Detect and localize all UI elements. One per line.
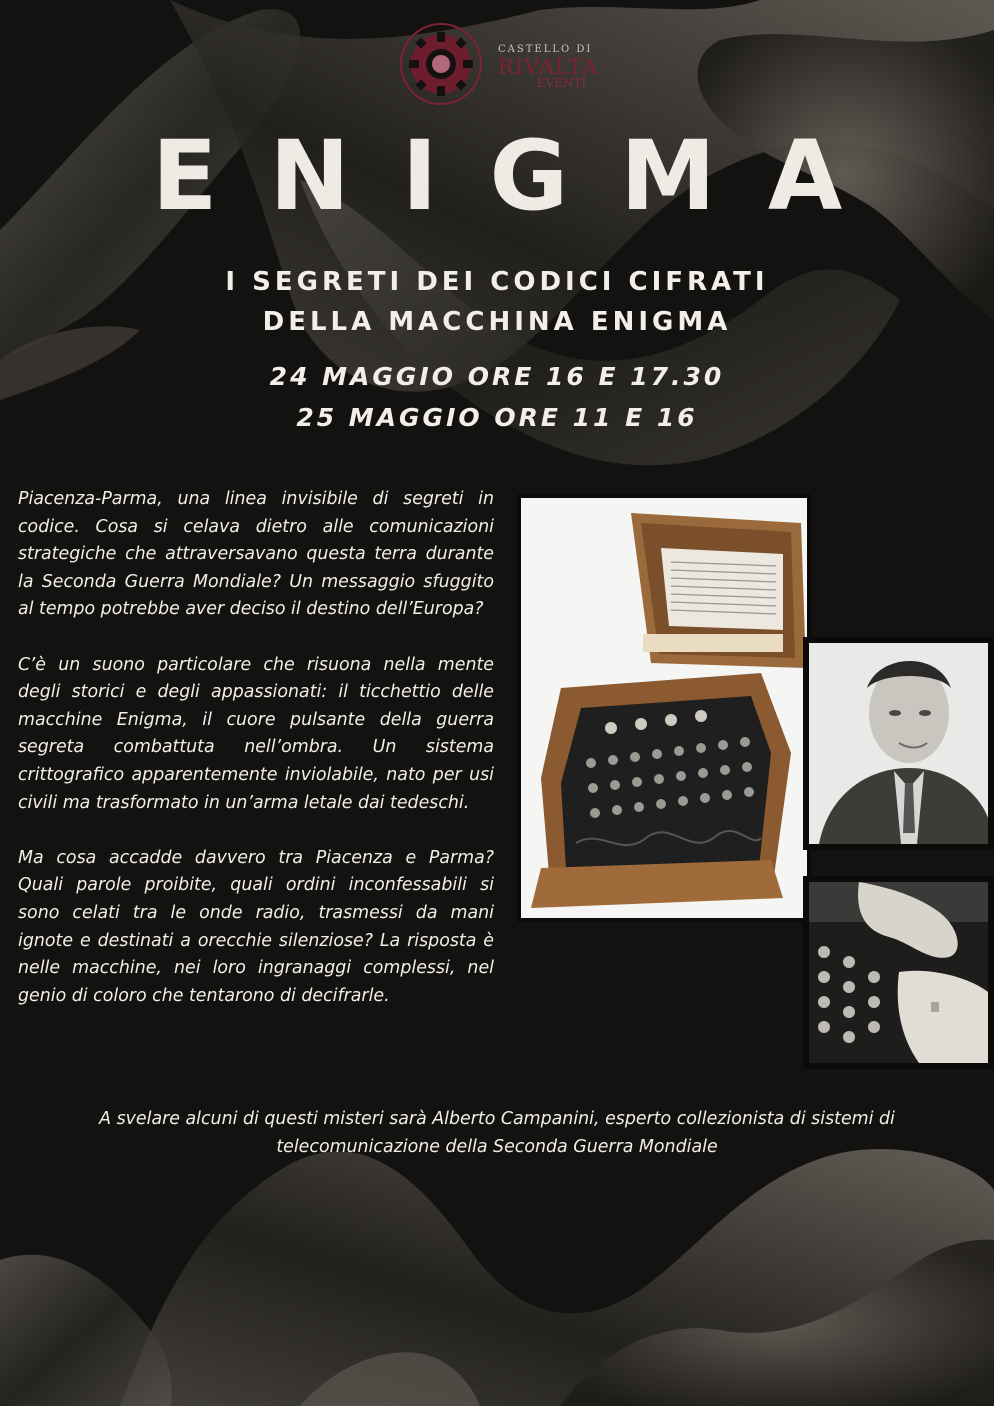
portrait-image <box>809 643 988 844</box>
logo-line-castello: CASTELLO DI <box>498 44 593 55</box>
subtitle <box>0 262 994 342</box>
logo-line-eventi: EVENTI <box>536 76 587 90</box>
speaker-note-line-1: A svelare alcuni di questi misteri sarà Alberto Campanini, esperto collezionista di sistemi di <box>99 1109 895 1129</box>
hands-on-enigma-photo <box>803 876 994 1069</box>
subtitle-line-2: DELLA MACCHINA ENIGMA <box>262 307 732 337</box>
subtitle-line-1: I SEGRETI DEI CODICI CIFRATI <box>225 267 769 297</box>
page-title: ENIGMA <box>151 120 895 232</box>
alan-turing-portrait-photo <box>803 637 994 850</box>
logo-text <box>498 44 598 89</box>
date-line-1: 24 MAGGIO ORE 16 E 17.30 <box>269 362 725 391</box>
paragraph-1: Piacenza-Parma, una linea invisibile di segreti in codice. Cosa si celava dietro alle comunicazioni strategiche che attraversavano questa terra durante la Seconda Guerra Mondiale? Un messaggio sfuggito al tempo potrebbe aver deciso il destino dell’Europa? <box>18 489 494 620</box>
date-line-2: 25 MAGGIO ORE 11 E 16 <box>296 403 698 432</box>
event-dates <box>0 356 994 438</box>
paragraph-2: C’è un suono particolare che risuona nella mente degli storici e degli appassionati: il ticchettio delle macchine Enigma, il cuore pulsante della guerra segreta combattuta nell’ombra. Un sistema crittografico apparentemente inviolabile, nato per usi civili ma trasformato in un’arma letale dai tedeschi. <box>18 654 494 813</box>
enigma-machine-image <box>521 498 807 918</box>
paragraph-3: Ma cosa accadde davvero tra Piacenza e Parma? Quali parole proibite, quali ordini inconfessabili si sono celati tra le onde radio, trasmessi da mani ignote e destinati a orecchie silenziose? La risposta è nelle macchine, nei loro ingranaggi complessi, nel genio di coloro che tentarono di decifrarle. <box>18 847 494 1006</box>
hands-image <box>809 882 988 1063</box>
logo-line-rivalta: RIVALTA <box>498 55 599 79</box>
castle-rose-emblem-icon <box>398 22 484 106</box>
speaker-note-line-2: telecomunicazione della Seconda Guerra Mondiale <box>276 1137 718 1157</box>
enigma-machine-photo <box>517 494 811 922</box>
castello-di-rivalta-logo <box>398 22 608 106</box>
description <box>18 486 494 1038</box>
speaker-note <box>0 1105 994 1161</box>
